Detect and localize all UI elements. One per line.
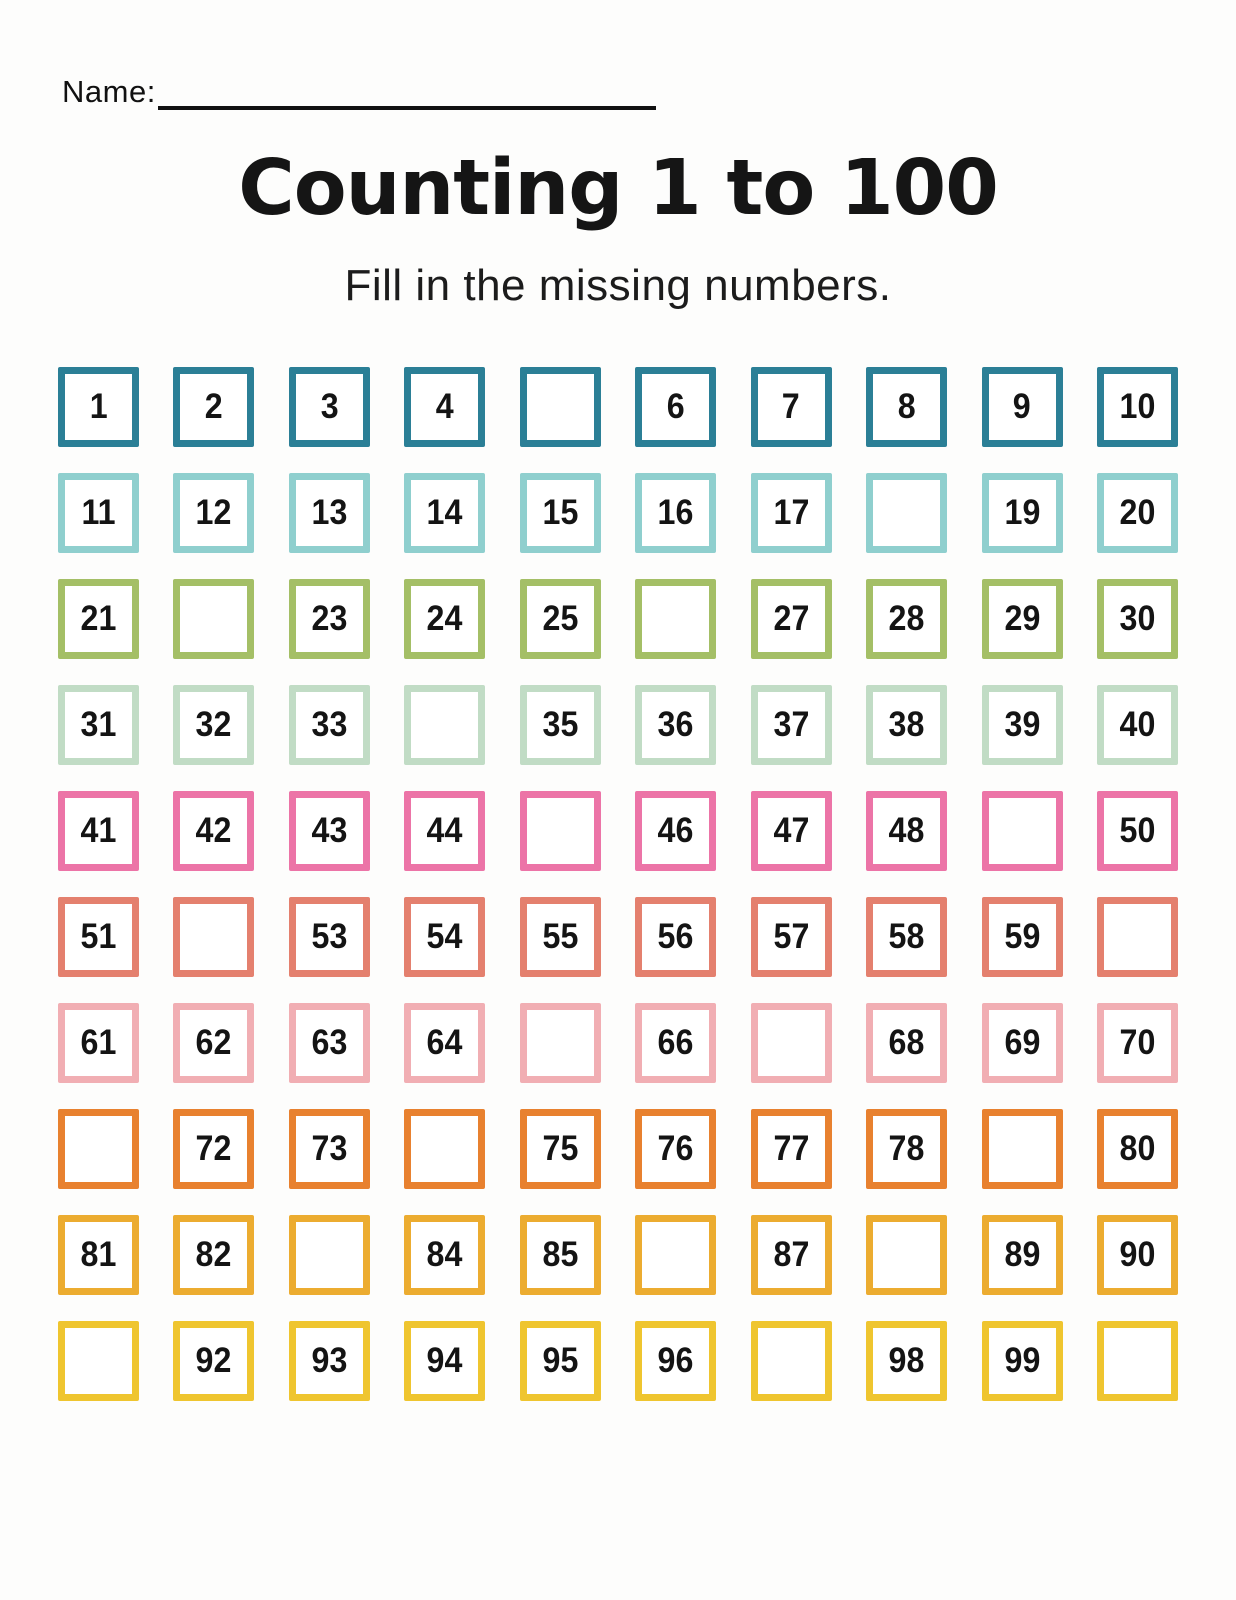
number-cell xyxy=(1097,367,1178,447)
cell-number: 81 xyxy=(80,1235,117,1274)
cell-number: 37 xyxy=(773,705,810,744)
grid-row-2 xyxy=(58,473,1178,553)
cell-number: 28 xyxy=(888,599,925,638)
number-cell xyxy=(58,791,139,871)
grid-row-9 xyxy=(58,1215,1178,1295)
number-cell xyxy=(289,897,370,977)
number-cell xyxy=(751,1109,832,1189)
number-cell xyxy=(58,473,139,553)
cell-number: 99 xyxy=(1004,1341,1040,1380)
number-cell xyxy=(751,1215,832,1295)
cell-number: 11 xyxy=(81,493,116,532)
cell-number: 48 xyxy=(888,811,925,850)
number-cell xyxy=(520,1109,601,1189)
cell-number: 25 xyxy=(542,599,579,638)
missing-number-cell[interactable] xyxy=(520,1003,601,1083)
grid-row-3 xyxy=(58,579,1178,659)
cell-number: 17 xyxy=(773,493,810,532)
number-cell xyxy=(404,897,485,977)
number-cell xyxy=(404,367,485,447)
cell-number: 43 xyxy=(311,811,348,850)
number-cell xyxy=(751,791,832,871)
cell-number: 62 xyxy=(196,1023,232,1062)
name-section xyxy=(62,74,1178,110)
cell-number: 24 xyxy=(426,599,463,638)
grid-row-8 xyxy=(58,1109,1178,1189)
name-label: Name: xyxy=(62,74,156,109)
number-cell xyxy=(982,473,1063,553)
cell-number: 1 xyxy=(89,387,108,426)
cell-number: 56 xyxy=(657,917,694,956)
cell-number: 30 xyxy=(1119,599,1156,638)
number-cell xyxy=(1097,1215,1178,1295)
grid-row-1 xyxy=(58,367,1178,447)
missing-number-cell[interactable] xyxy=(173,579,254,659)
cell-number: 69 xyxy=(1004,1023,1040,1062)
grid-row-6 xyxy=(58,897,1178,977)
number-cell xyxy=(635,791,716,871)
missing-number-cell[interactable] xyxy=(58,1109,139,1189)
number-cell xyxy=(982,1321,1063,1401)
cell-number: 9 xyxy=(1013,387,1031,426)
cell-number: 12 xyxy=(196,493,232,532)
cell-number: 76 xyxy=(657,1129,694,1168)
cell-number: 64 xyxy=(426,1023,463,1062)
number-cell xyxy=(866,685,947,765)
missing-number-cell[interactable] xyxy=(982,791,1063,871)
cell-number: 59 xyxy=(1004,917,1040,956)
missing-number-cell[interactable] xyxy=(866,1215,947,1295)
cell-number: 33 xyxy=(311,705,348,744)
number-cell xyxy=(520,473,601,553)
missing-number-cell[interactable] xyxy=(173,897,254,977)
missing-number-cell[interactable] xyxy=(635,579,716,659)
cell-number: 13 xyxy=(311,493,348,532)
number-cell xyxy=(520,1321,601,1401)
cell-number: 39 xyxy=(1004,705,1040,744)
number-cell xyxy=(1097,1003,1178,1083)
number-cell xyxy=(58,897,139,977)
missing-number-cell[interactable] xyxy=(866,473,947,553)
number-cell xyxy=(982,367,1063,447)
cell-number: 90 xyxy=(1119,1235,1156,1274)
number-cell xyxy=(866,1003,947,1083)
cell-number: 14 xyxy=(426,493,463,532)
cell-number: 72 xyxy=(196,1129,232,1168)
number-cell xyxy=(58,685,139,765)
number-cell xyxy=(635,1109,716,1189)
number-cell xyxy=(751,473,832,553)
cell-number: 36 xyxy=(657,705,694,744)
number-cell xyxy=(58,1215,139,1295)
number-grid xyxy=(58,367,1178,1401)
number-cell xyxy=(866,367,947,447)
cell-number: 57 xyxy=(773,917,810,956)
cell-number: 77 xyxy=(773,1129,810,1168)
missing-number-cell[interactable] xyxy=(982,1109,1063,1189)
number-cell xyxy=(635,473,716,553)
cell-number: 46 xyxy=(657,811,694,850)
missing-number-cell[interactable] xyxy=(751,1321,832,1401)
cell-number: 95 xyxy=(542,1341,579,1380)
cell-number: 20 xyxy=(1119,493,1156,532)
number-cell xyxy=(404,579,485,659)
missing-number-cell[interactable] xyxy=(520,367,601,447)
cell-number: 35 xyxy=(542,705,579,744)
cell-number: 53 xyxy=(311,917,348,956)
cell-number: 63 xyxy=(311,1023,348,1062)
cell-number: 41 xyxy=(80,811,117,850)
number-cell xyxy=(289,685,370,765)
number-cell xyxy=(173,367,254,447)
cell-number: 73 xyxy=(311,1129,348,1168)
missing-number-cell[interactable] xyxy=(1097,897,1178,977)
number-cell xyxy=(866,1321,947,1401)
number-cell xyxy=(1097,579,1178,659)
cell-number: 29 xyxy=(1004,599,1040,638)
cell-number: 51 xyxy=(80,917,117,956)
number-cell xyxy=(751,367,832,447)
missing-number-cell[interactable] xyxy=(58,1321,139,1401)
name-fill-in-line[interactable] xyxy=(158,74,656,110)
number-cell xyxy=(635,1321,716,1401)
cell-number: 54 xyxy=(426,917,463,956)
number-cell xyxy=(289,1321,370,1401)
number-cell xyxy=(635,1003,716,1083)
grid-row-4 xyxy=(58,685,1178,765)
cell-number: 15 xyxy=(542,493,579,532)
cell-number: 55 xyxy=(542,917,579,956)
missing-number-cell[interactable] xyxy=(751,1003,832,1083)
number-cell xyxy=(289,579,370,659)
number-cell xyxy=(1097,473,1178,553)
cell-number: 47 xyxy=(773,811,810,850)
cell-number: 61 xyxy=(80,1023,117,1062)
grid-row-5 xyxy=(58,791,1178,871)
cell-number: 84 xyxy=(426,1235,463,1274)
cell-number: 80 xyxy=(1119,1129,1156,1168)
number-cell xyxy=(520,685,601,765)
cell-number: 98 xyxy=(888,1341,925,1380)
cell-number: 89 xyxy=(1004,1235,1040,1274)
number-cell xyxy=(289,1109,370,1189)
number-cell xyxy=(289,473,370,553)
number-cell xyxy=(520,1215,601,1295)
number-cell xyxy=(58,1003,139,1083)
number-cell xyxy=(173,1109,254,1189)
cell-number: 21 xyxy=(80,599,117,638)
cell-number: 32 xyxy=(196,705,232,744)
cell-number: 38 xyxy=(888,705,925,744)
cell-number: 4 xyxy=(435,387,454,426)
cell-number: 42 xyxy=(196,811,232,850)
cell-number: 2 xyxy=(204,387,223,426)
number-cell xyxy=(982,685,1063,765)
grid-row-7 xyxy=(58,1003,1178,1083)
cell-number: 92 xyxy=(196,1341,232,1380)
cell-number: 70 xyxy=(1119,1023,1156,1062)
number-cell xyxy=(751,685,832,765)
cell-number: 68 xyxy=(888,1023,925,1062)
cell-number: 8 xyxy=(897,387,916,426)
cell-number: 75 xyxy=(542,1129,579,1168)
cell-number: 40 xyxy=(1119,705,1156,744)
number-cell xyxy=(1097,791,1178,871)
number-cell xyxy=(635,685,716,765)
cell-number: 23 xyxy=(311,599,348,638)
missing-number-cell[interactable] xyxy=(404,1109,485,1189)
number-cell xyxy=(520,897,601,977)
number-cell xyxy=(1097,1109,1178,1189)
number-cell xyxy=(635,897,716,977)
number-cell xyxy=(866,579,947,659)
cell-number: 31 xyxy=(80,705,117,744)
number-cell xyxy=(866,791,947,871)
page-subtitle: Fill in the missing numbers. xyxy=(344,261,892,310)
number-cell xyxy=(982,897,1063,977)
cell-number: 78 xyxy=(888,1129,925,1168)
cell-number: 27 xyxy=(773,599,810,638)
cell-number: 50 xyxy=(1119,811,1156,850)
number-cell xyxy=(173,1321,254,1401)
cell-number: 6 xyxy=(666,387,685,426)
number-cell xyxy=(982,1215,1063,1295)
number-cell xyxy=(404,473,485,553)
cell-number: 85 xyxy=(542,1235,579,1274)
number-cell xyxy=(751,897,832,977)
number-cell xyxy=(173,1003,254,1083)
number-cell xyxy=(635,367,716,447)
number-cell xyxy=(982,1003,1063,1083)
number-cell xyxy=(289,1003,370,1083)
number-cell xyxy=(404,791,485,871)
page-title: Counting 1 to 100 xyxy=(238,144,998,233)
number-cell xyxy=(289,791,370,871)
cell-number: 93 xyxy=(311,1341,348,1380)
number-cell xyxy=(173,1215,254,1295)
number-cell xyxy=(404,1321,485,1401)
cell-number: 44 xyxy=(426,811,463,850)
number-cell xyxy=(404,1003,485,1083)
cell-number: 96 xyxy=(657,1341,694,1380)
cell-number: 58 xyxy=(888,917,925,956)
missing-number-cell[interactable] xyxy=(1097,1321,1178,1401)
number-cell xyxy=(866,897,947,977)
number-cell xyxy=(173,685,254,765)
cell-number: 87 xyxy=(773,1235,810,1274)
number-cell xyxy=(982,579,1063,659)
number-cell xyxy=(404,1215,485,1295)
number-cell xyxy=(866,1109,947,1189)
number-cell xyxy=(520,579,601,659)
number-cell xyxy=(173,473,254,553)
number-cell xyxy=(173,791,254,871)
missing-number-cell[interactable] xyxy=(404,685,485,765)
cell-number: 7 xyxy=(782,387,801,426)
missing-number-cell[interactable] xyxy=(520,791,601,871)
missing-number-cell[interactable] xyxy=(289,1215,370,1295)
number-cell xyxy=(751,579,832,659)
cell-number: 82 xyxy=(196,1235,232,1274)
cell-number: 16 xyxy=(657,493,694,532)
cell-number: 3 xyxy=(320,387,339,426)
cell-number: 19 xyxy=(1004,493,1040,532)
cell-number: 66 xyxy=(657,1023,694,1062)
cell-number: 94 xyxy=(426,1341,463,1380)
missing-number-cell[interactable] xyxy=(635,1215,716,1295)
number-cell xyxy=(289,367,370,447)
number-cell xyxy=(1097,685,1178,765)
cell-number: 10 xyxy=(1119,387,1156,426)
grid-row-10 xyxy=(58,1321,1178,1401)
number-cell xyxy=(58,579,139,659)
number-cell xyxy=(58,367,139,447)
